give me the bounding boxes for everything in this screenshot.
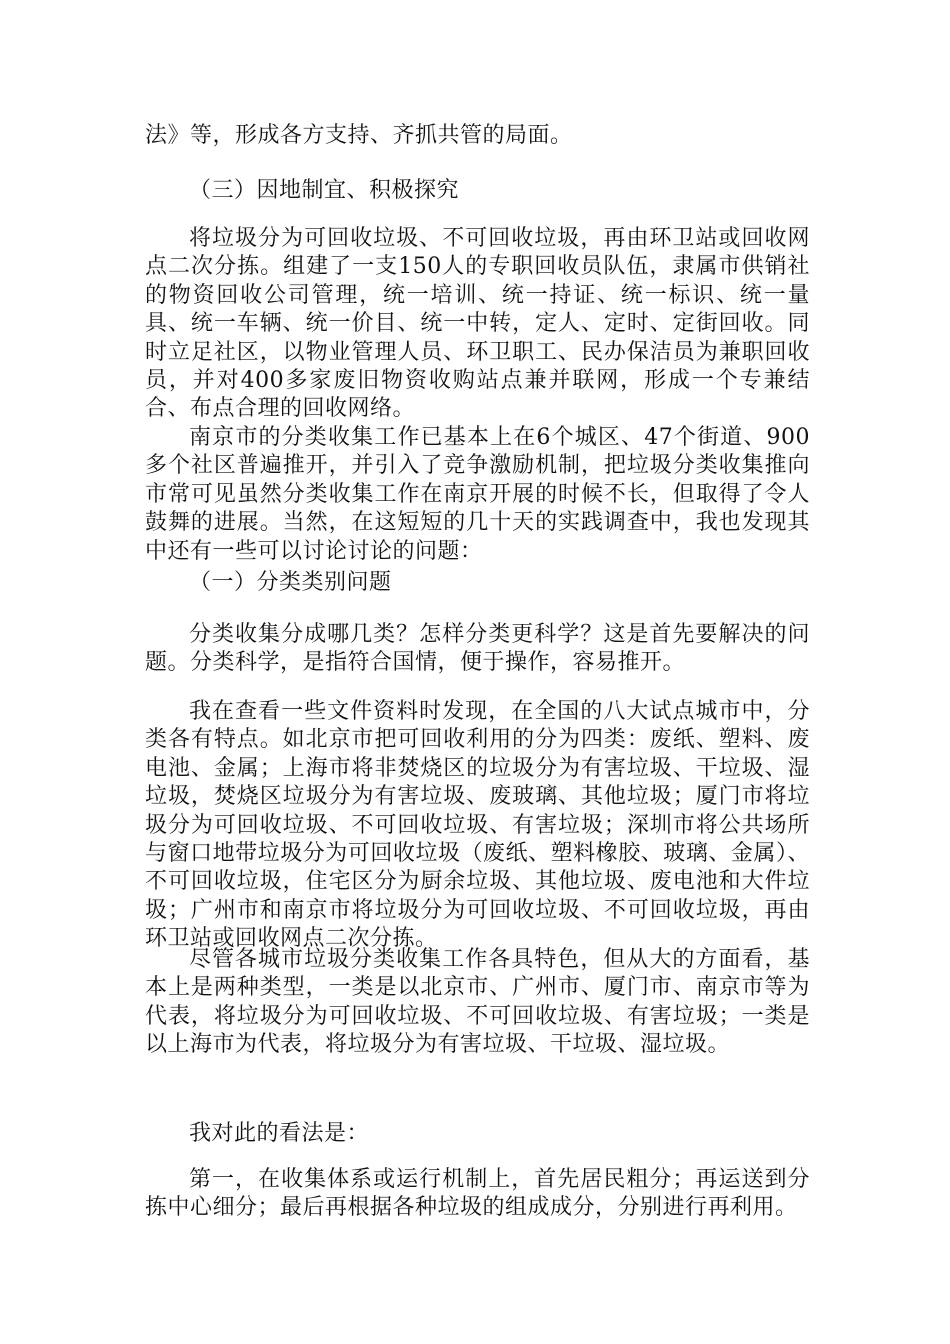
paragraph-pilot-cities: 我在查看一些文件资料时发现，在全国的八大试点城市中，分类各有特点。如北京市把可回收利用的分为四类：废纸、塑料、废电池、金属；上海市将非焚烧区的垃圾分为有害垃圾、干垃圾、湿垃圾，焚烧区垃圾分为有害垃圾、废玻璃、其他垃圾；厦门市将垃圾分为可回收垃圾、不可回收垃圾、有害垃圾；深圳市将公共场所与窗口地带垃圾分为可回收垃圾（废纸、塑料橡胶、玻璃、金属）、不可回收垃圾，住宅区分为厨余垃圾、其他垃圾、废电池和大件垃圾；广州市和南京市将垃圾分为可回收垃圾、不可回收垃圾，再由环卫站或回收网点二次分拣。: [145, 699, 810, 952]
section-heading-one: （一）分类类别问题: [189, 570, 392, 595]
paragraph-two-types: 尽管各城市垃圾分类收集工作各具特色，但从大的方面看，基本上是两种类型，一类是以北京市、广州市、厦门市、南京市等为代表，将垃圾分为可回收垃圾、不可回收垃圾、有害垃圾；一类是以上海市为代表，将垃圾分为有害垃圾、干垃圾、湿垃圾。: [145, 947, 810, 1058]
paragraph-continuation: 法》等，形成各方支持、齐抓共管的局面。: [145, 123, 573, 148]
section-heading-three: （三）因地制宜、积极探究: [189, 178, 460, 203]
paragraph-recycling-network: 将垃圾分为可回收垃圾、不可回收垃圾，再由环卫站或回收网点二次分拣。组建了一支150人的专职回收员队伍，隶属市供销社的物资回收公司管理，统一培训、统一持证、统一标识、统一量具、统一车辆、统一价目、统一中转，定人、定时、定街回收。同时立足社区，以物业管理人员、环卫职工、民办保洁员为兼职回收员，并对400多家废旧物资收购站点兼并联网，形成一个专兼结合、布点合理的回收网络。: [145, 226, 810, 422]
paragraph-classification-question: 分类收集分成哪几类？怎样分类更科学？这是首先要解决的问题。分类科学，是指符合国情，便于操作，容易推开。: [145, 622, 810, 676]
paragraph-opinion-intro: 我对此的看法是：: [189, 1121, 370, 1146]
paragraph-nanjing-progress: 南京市的分类收集工作已基本上在6个城区、47个街道、900多个社区普遍推开，并引入了竞争激励机制，把垃圾分类收集推向市常可见虽然分类收集工作在南京开展的时候不长，但取得了令人鼓舞的进展。当然，在这短短的几十天的实践调查中，我也发现其中还有一些可以讨论讨论的问题：: [145, 425, 810, 564]
paragraph-first-point: 第一，在收集体系或运行机制上，首先居民粗分；再运送到分拣中心细分；最后再根据各种垃圾的组成成分，分别进行再利用。: [145, 1167, 810, 1221]
